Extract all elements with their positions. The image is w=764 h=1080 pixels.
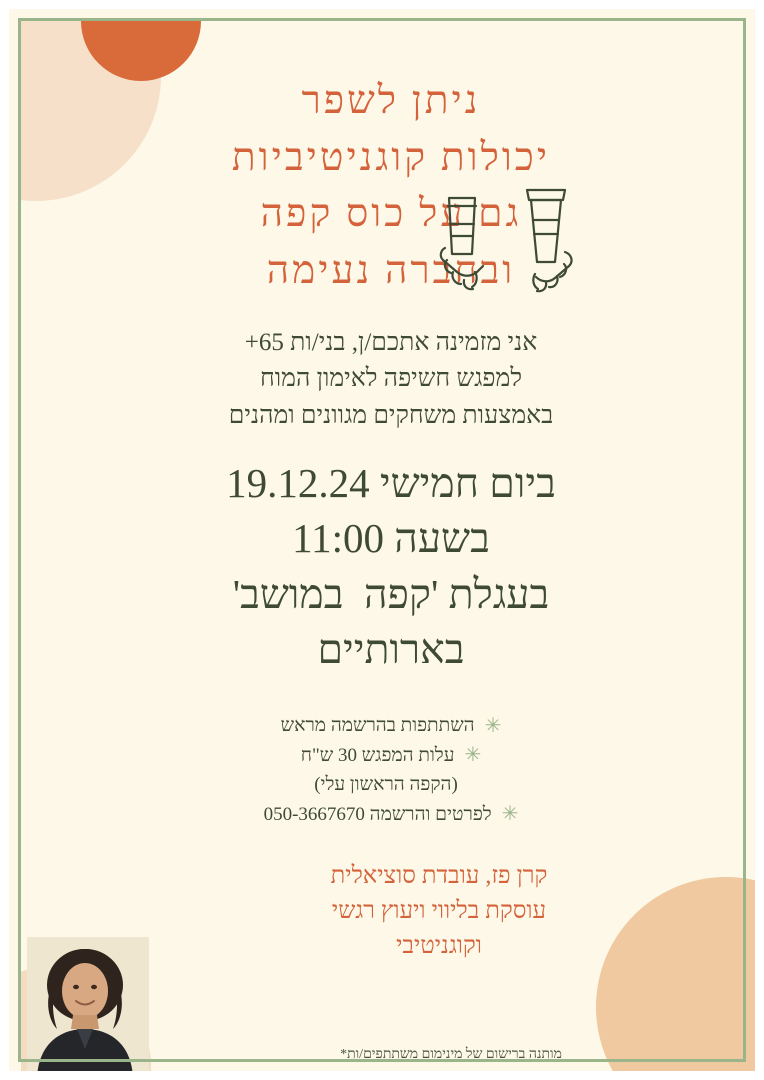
presenter-name: קרן פז, עובדת סוציאלית [330,863,548,890]
note-text: השתתפות בהרשמה מראש [280,715,475,737]
invitation-line-1: אני מזמינה אתכם/ן, בני/ות 65+ [244,329,538,357]
note-item [55,741,727,770]
presenter-role-1: עוסקת בליווי ויעוץ רגשי [331,897,547,924]
asterisk-icon: ✳ [501,803,519,826]
asterisk-icon: ✳ [464,744,482,767]
event-time: בשעה 11:00 [292,515,490,562]
coffee-cups-toast-icon [431,176,611,306]
invitation-line-2: למפגש חשיפה לאימון המוח [259,365,523,393]
invitation-line-3: באמצעות משחקים מגוונים ומהנים [228,401,554,429]
headline [21,73,761,299]
event-venue: בעגלת 'קפה במושב' [232,570,550,617]
presenter-role-2: וקוגניטיבי [396,932,482,959]
asterisk-icon: ✳ [484,715,502,738]
footnote: *מותנה ברישום של מינימום משתתפים/ות [340,1047,562,1062]
headline-line-1: ניתן לשפר [301,79,481,122]
note-text: (הקפה הראשון עלי) [314,774,458,796]
event-location: בארותיים [317,625,465,672]
presenter-photo [27,937,149,1077]
contact-phone-text[interactable]: לפרטים והרשמה 050-3667670 [263,803,492,825]
invitation-text [21,325,761,434]
event-details [21,456,761,677]
note-item [55,711,727,740]
notes-list [21,711,761,829]
headline-line-4: ובחברה נעימה [266,248,516,292]
poster-canvas [21,21,761,1077]
event-date: ביום חמישי 19.12.24 [226,459,556,506]
headline-line-3: גם על כוס קפה [260,192,522,236]
poster-content [21,73,761,963]
note-item [55,770,727,799]
note-text: עלות המפגש 30 ש"ח [300,744,455,766]
headline-line-2: יכולות קוגניטיביות [231,135,551,179]
note-item-contact[interactable] [55,800,727,829]
